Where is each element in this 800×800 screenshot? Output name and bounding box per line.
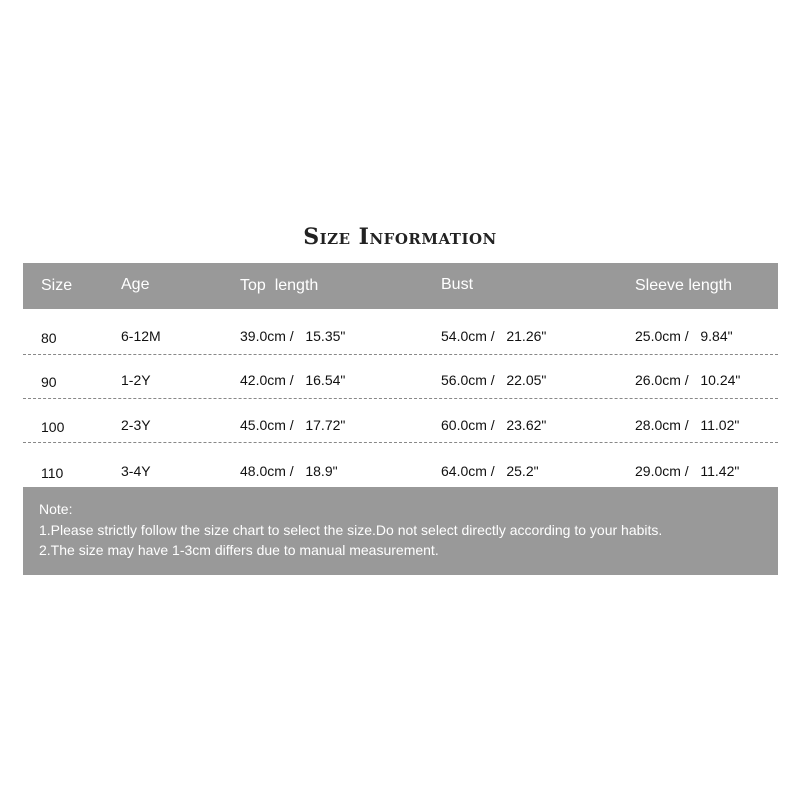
cell-size: 80: [41, 330, 57, 346]
table-row: [23, 443, 778, 487]
cell-age: 3-4Y: [121, 463, 151, 479]
cell-bust: 54.0cm / 21.26": [441, 328, 547, 344]
note-line-2: 2.The size may have 1-3cm differs due to manual measurement.: [39, 542, 439, 558]
cell-bust: 56.0cm / 22.05": [441, 372, 547, 388]
cell-sleeve-length: 29.0cm / 11.42": [635, 463, 740, 479]
cell-sleeve-length: 25.0cm / 9.84": [635, 328, 733, 344]
header-sleeve-length: Sleeve length: [635, 277, 732, 294]
note-heading: Note:: [39, 501, 73, 517]
table-row: [23, 311, 778, 355]
cell-size: 90: [41, 374, 57, 390]
header-bust: Bust: [441, 276, 474, 293]
header-top-length: Top length: [240, 277, 319, 294]
cell-age: 2-3Y: [121, 417, 151, 433]
note-line-1: 1.Please strictly follow the size chart to select the size.Do not select directly according to your habits.: [39, 522, 663, 538]
cell-top-length: 45.0cm / 17.72": [240, 417, 346, 433]
cell-top-length: 39.0cm / 15.35": [240, 328, 346, 344]
table-header: [23, 263, 778, 309]
table-row: [23, 399, 778, 443]
note-box: [23, 487, 778, 575]
cell-size: 100: [41, 419, 65, 435]
table-row: [23, 355, 778, 399]
header-age: Age: [121, 276, 150, 293]
cell-age: 1-2Y: [121, 372, 151, 388]
header-size: Size: [41, 277, 73, 294]
cell-age: 6-12M: [121, 328, 161, 344]
cell-bust: 60.0cm / 23.62": [441, 417, 547, 433]
cell-sleeve-length: 28.0cm / 11.02": [635, 417, 740, 433]
cell-bust: 64.0cm / 25.2": [441, 463, 539, 479]
cell-top-length: 48.0cm / 18.9": [240, 463, 338, 479]
page-title: Size Information: [303, 224, 497, 250]
cell-top-length: 42.0cm / 16.54": [240, 372, 346, 388]
cell-sleeve-length: 26.0cm / 10.24": [635, 372, 741, 388]
cell-size: 110: [41, 465, 64, 481]
